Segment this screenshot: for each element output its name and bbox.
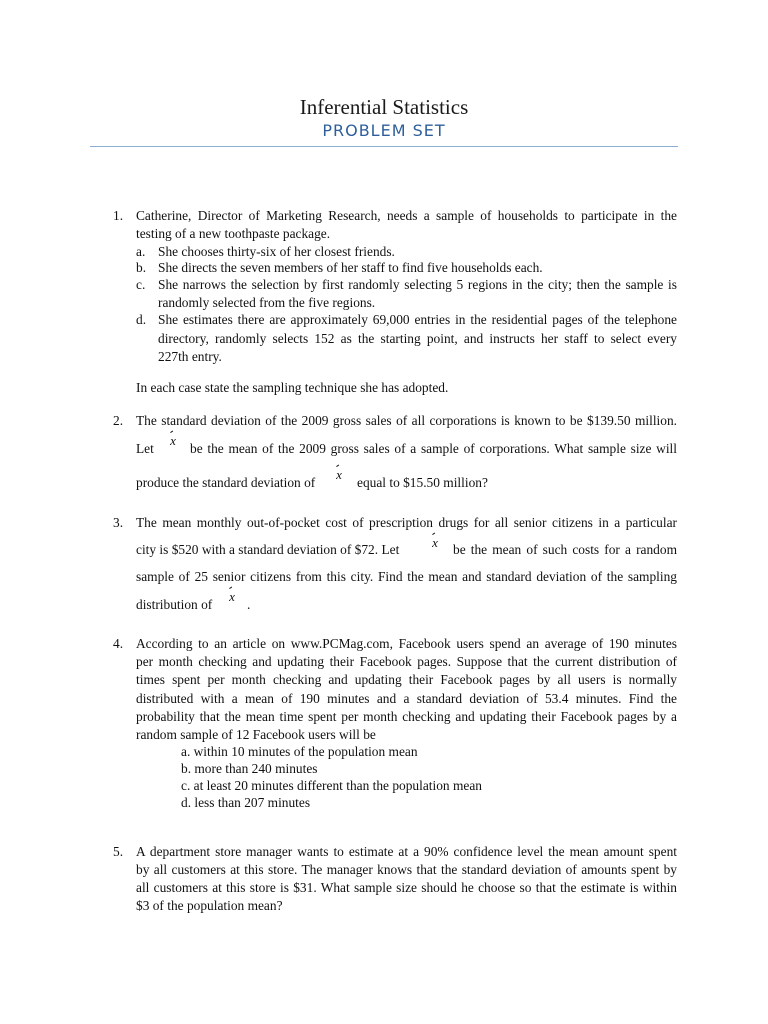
question-text-line: Catherine, Director of Marketing Research, needs a sample of households to participate in the	[136, 208, 677, 223]
question-text-line: distribution of	[136, 597, 213, 612]
option-letter: c.	[136, 277, 146, 292]
option-text-line: 227th entry.	[158, 349, 222, 364]
option-text-line: She chooses thirty-six of her closest friends.	[158, 244, 395, 259]
option-text-line: b. more than 240 minutes	[181, 761, 318, 776]
question-text-line: by all customers at this store. The manager knows that the standard deviation of amounts spent by	[136, 862, 677, 877]
option-letter: b.	[136, 260, 147, 275]
x-bar-symbol: x	[168, 434, 178, 447]
x-bar-symbol: x	[227, 590, 237, 603]
option-text-line: randomly selected from the five regions.	[158, 295, 376, 310]
option-text-line: She narrows the selection by first randomly selecting 5 regions in the city; then the sample is	[158, 277, 677, 292]
question-text-line: According to an article on www.PCMag.com, Facebook users spend an average of 190 minutes	[136, 636, 677, 651]
option-text-line: a. within 10 minutes of the population mean	[181, 744, 418, 759]
question-text-line: Let	[136, 441, 154, 456]
x-bar-symbol: x	[334, 468, 344, 481]
question-text-line: The mean monthly out-of-pocket cost of prescription drugs for all senior citizens in a particular	[136, 515, 677, 530]
question-text-line: be the mean of the 2009 gross sales of a sample of corporations. What sample size will	[190, 441, 677, 456]
question-number: 1.	[113, 208, 124, 223]
question-text-line: $3 of the population mean?	[136, 898, 283, 913]
question-text-line: sample of 25 senior citizens from this city. Find the mean and standard deviation of the sampling	[136, 569, 677, 584]
question-text-line: city is $520 with a standard deviation of $72. Let	[136, 542, 400, 557]
question-text-line: produce the standard deviation of	[136, 475, 316, 490]
question-text-line: equal to $15.50 million?	[357, 475, 488, 490]
question-text-line: random sample of 12 Facebook users will be	[136, 727, 376, 742]
question-text-line: A department store manager wants to estimate at a 90% confidence level the mean amount spent	[136, 844, 677, 859]
question-text-line: distributed with a mean of 190 minutes and a standard deviation of 53.4 minutes. Find the	[136, 691, 677, 706]
option-letter: a.	[136, 244, 146, 259]
question-instruction: In each case state the sampling technique she has adopted.	[136, 380, 449, 395]
option-text-line: She directs the seven members of her staff to find five households each.	[158, 260, 543, 275]
question-number: 4.	[113, 636, 124, 651]
question-number: 5.	[113, 844, 124, 859]
option-text-line: directory, randomly selects 152 as the starting point, and instructs her staff to select every	[158, 331, 677, 346]
question-number: 3.	[113, 515, 124, 530]
question-text-line: per month checking and updating their Facebook pages. Suppose that the current distribution of	[136, 654, 677, 669]
x-bar-symbol: x	[430, 536, 440, 549]
option-text-line: She estimates there are approximately 69,000 entries in the residential pages of the telephone	[158, 312, 677, 327]
question-text-line: times spent per month checking and updating their Facebook pages by all users is normally	[136, 672, 677, 687]
question-text-line: The standard deviation of the 2009 gross sales of all corporations is known to be $139.50 million.	[136, 413, 677, 428]
document-subtitle: PROBLEM SET	[322, 121, 446, 140]
question-text-line: testing of a new toothpaste package.	[136, 226, 331, 241]
option-text-line: d. less than 207 minutes	[181, 795, 311, 810]
option-letter: d.	[136, 312, 147, 327]
question-text-line: .	[247, 597, 251, 612]
question-text-line: be the mean of such costs for a random	[453, 542, 677, 557]
option-text-line: c. at least 20 minutes different than the population mean	[181, 778, 482, 793]
title-divider	[90, 146, 678, 147]
question-number: 2.	[113, 413, 124, 428]
document-title: Inferential Statistics	[299, 95, 469, 119]
question-text-line: all customers at this store is $31. What sample size should he choose so that the estimate is within	[136, 880, 677, 895]
question-text-line: probability that the mean time spent per month checking and updating their Facebook pages by a	[136, 709, 677, 724]
